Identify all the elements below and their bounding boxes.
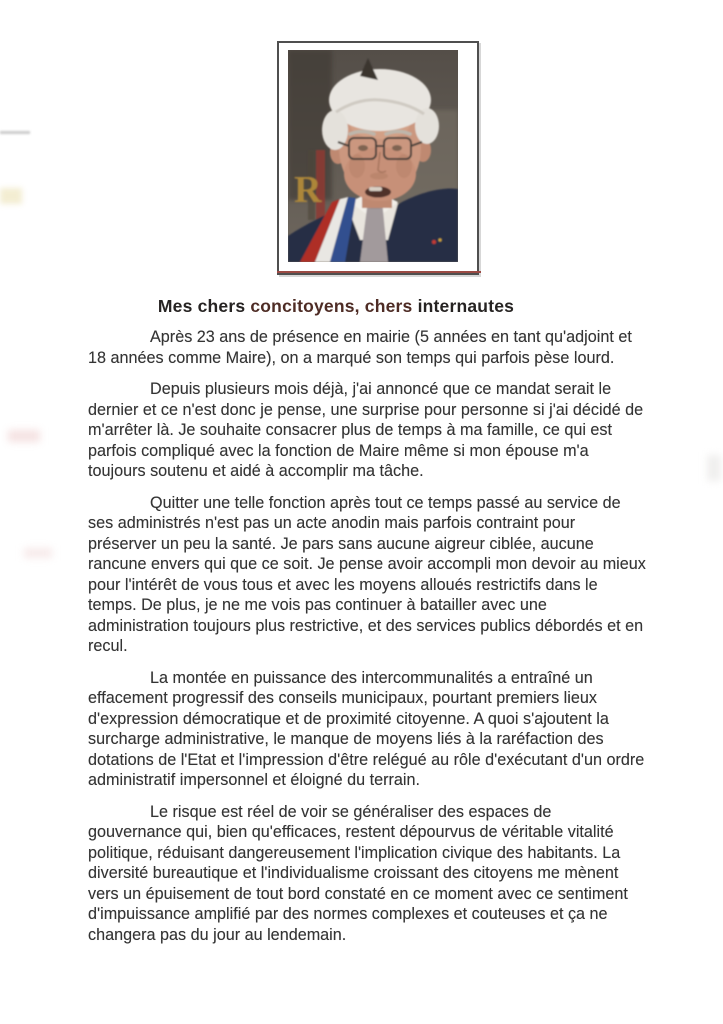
letter-paragraph-1: Après 23 ans de présence en mairie (5 années en tant qu'adjoint et 18 années comme Maire), on a marqué son temps qui parfois pèse lourd. xyxy=(88,328,632,367)
mayor-portrait-photo xyxy=(288,50,458,262)
letter-body xyxy=(88,327,646,956)
scan-artifact xyxy=(0,131,30,134)
scan-artifact xyxy=(8,430,40,442)
mayor-photo-frame xyxy=(277,41,479,275)
hair-side-right xyxy=(415,108,439,144)
heading-part-1: Mes chers xyxy=(157,296,251,316)
heading-part-2: concitoyens, chers xyxy=(250,296,418,316)
letter-heading xyxy=(60,296,612,317)
letter-paragraph-4: La montée en puissance des intercommunalités a entraîné un effacement progressif des conseils municipaux, pourtant premiers lieux d'expression démocratique et de proximité citoyenne. A quoi s'ajoutent la surcharge administrative, le manque de moyens liés à la raréfaction des dotations de l'Etat et l'impression d'être relégué au rôle d'exécutant d'un ordre administratif impersonnel et éloigné du terrain. xyxy=(88,668,645,789)
scan-artifact xyxy=(0,188,22,204)
photo-bottom-line xyxy=(277,271,481,273)
teeth xyxy=(369,187,382,191)
letter-paragraph-3: Quitter une telle fonction après tout ce temps passé au service de ses administrés n'est pas un acte anodin mais parfois contraint pour préserver un peu la santé. Je pars sans aucune aigreur ciblée, aucune rancune envers qui que ce soit. Je pense avoir accompli mon devoir au mieux pour l'intérêt de vous tous et avec les moyens alloués restrictifs dans le temps. De plus, je ne me vois pas continuer à batailler avec une administration toujours plus restrictive, et des services publics débordés et en recul. xyxy=(88,493,646,655)
emblem-letter: R xyxy=(294,169,322,211)
letter-paragraph-5: Le risque est réel de voir se généraliser des espaces de gouvernance qui, bien qu'efficaces, restent dépourvus de véritable vitalité politique, réduisant dangereusement l'implication civique des habitants. La diversité bureautique et l'individualisme croissant des citoyens me mènent vers un épuisement de tout bord constaté en ce moment avec ce sentiment d'impuissance amplifié par des normes complexes et couteuses et ça ne changera pas du jour au lendemain. xyxy=(88,802,628,944)
lapel-pin-gold xyxy=(438,238,441,241)
eye-left xyxy=(358,145,368,151)
eye-right xyxy=(392,145,402,151)
letter-paragraph-2: Depuis plusieurs mois déjà, j'ai annoncé que ce mandat serait le dernier et ce n'est donc je pense, une surprise pour personne si j'ai décidé de m'arrêter là. Je souhaite consacrer plus de temps à ma famille, ce qui est parfois compliqué avec la fonction de Maire même si mon épouse m'a toujours soutenu et aidé à accomplir ma tâche. xyxy=(88,380,644,480)
nose-shadow xyxy=(370,173,388,180)
scan-artifact xyxy=(707,455,721,481)
heading-part-3: internautes xyxy=(417,296,515,316)
scan-artifact xyxy=(24,548,52,558)
lapel-pin-red xyxy=(432,240,436,244)
